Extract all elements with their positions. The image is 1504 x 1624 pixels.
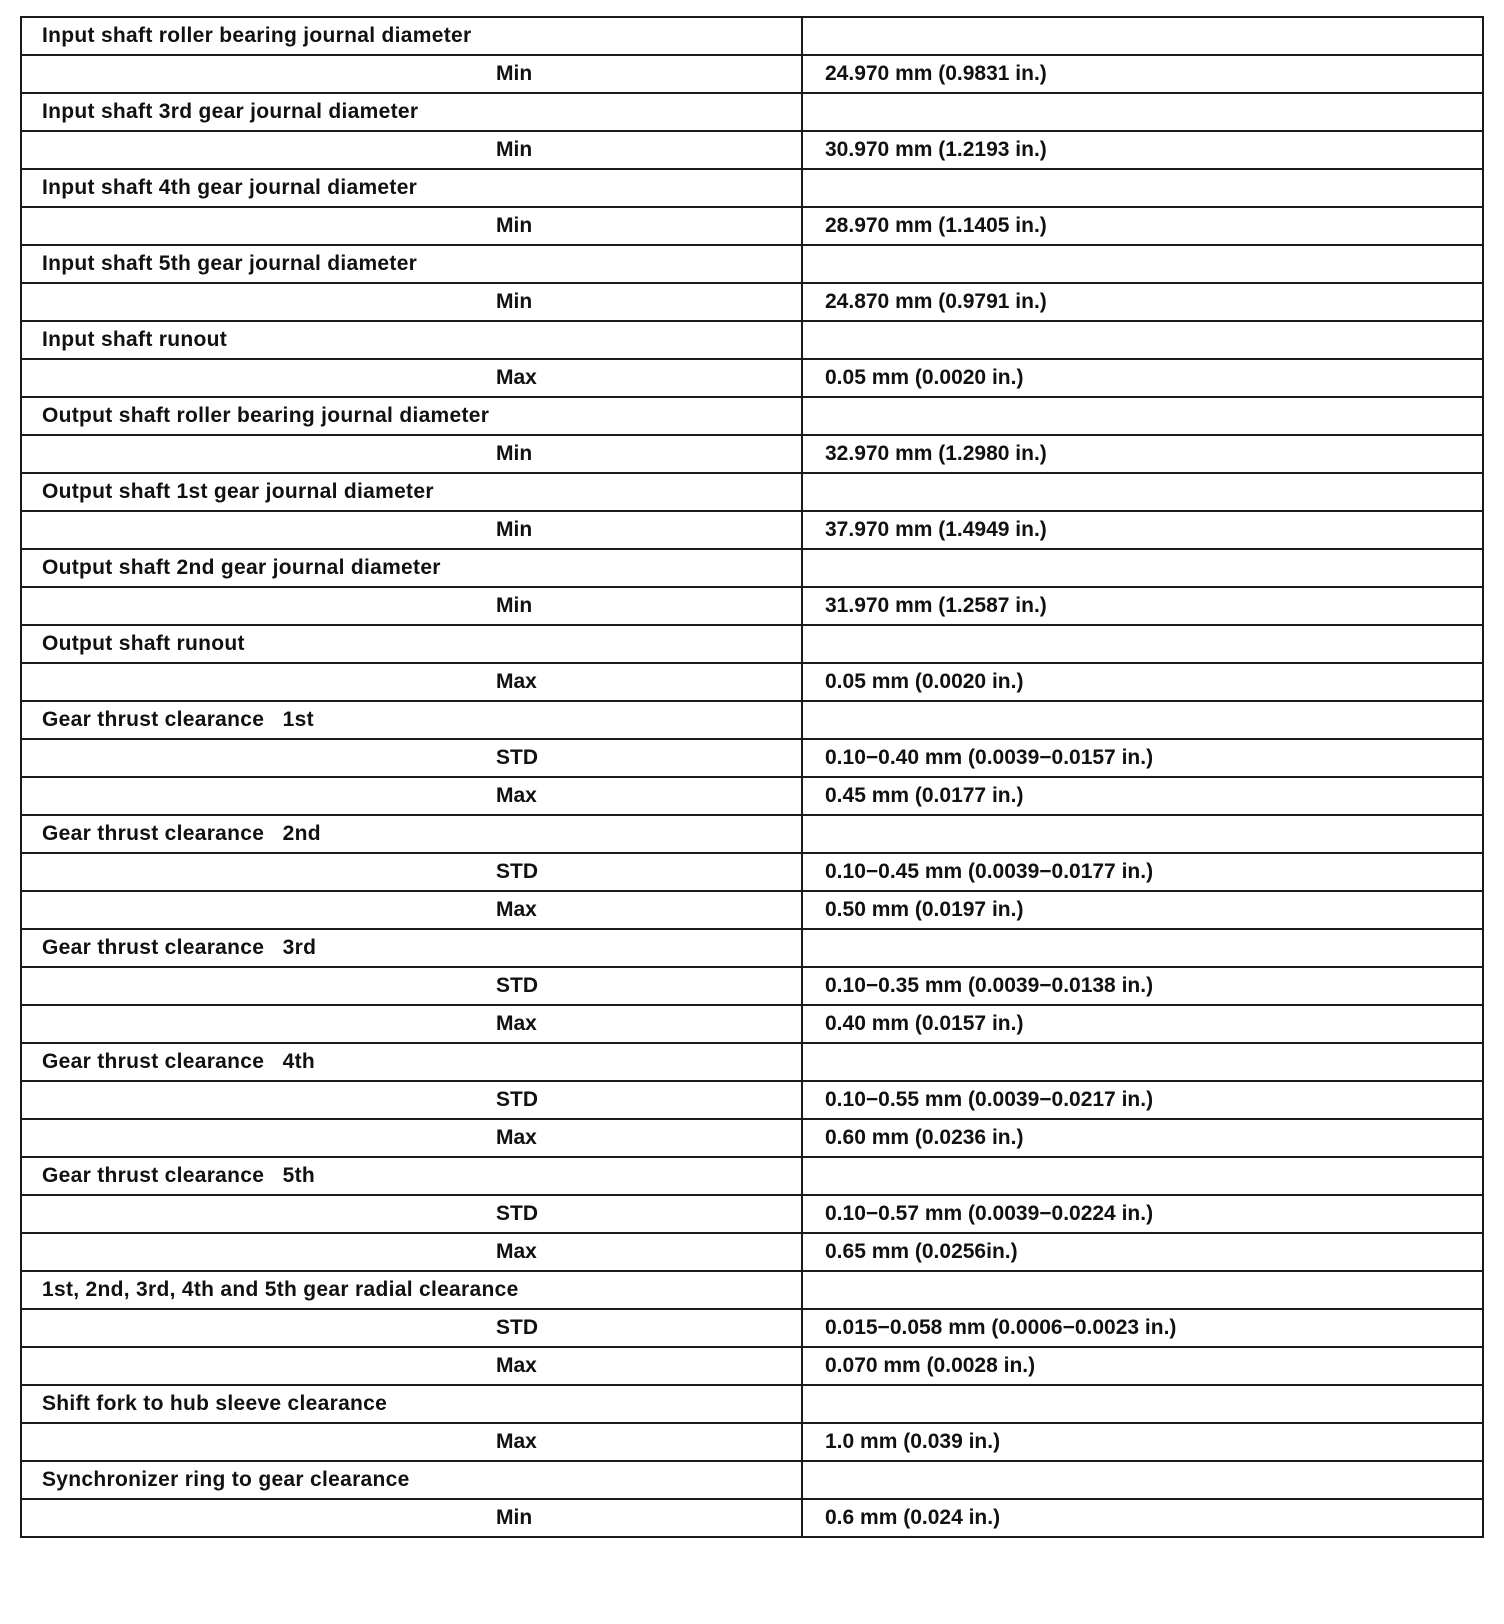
spec-item-row <box>21 397 1483 435</box>
spec-value-row <box>21 967 1483 1005</box>
spec-item-name: Input shaft runout <box>21 321 802 359</box>
spec-item-name: Gear thrust clearance 1st <box>21 701 802 739</box>
spec-item-name: Output shaft runout <box>21 625 802 663</box>
spec-limit-value: 31.970 mm (1.2587 in.) <box>802 587 1483 625</box>
spec-item-empty-cell <box>802 397 1483 435</box>
spec-item-name: Gear thrust clearance 2nd <box>21 815 802 853</box>
spec-value-row <box>21 511 1483 549</box>
spec-item-row <box>21 815 1483 853</box>
spec-table <box>20 16 1484 1538</box>
spec-item-empty-cell <box>802 929 1483 967</box>
spec-limit-value: 0.6 mm (0.024 in.) <box>802 1499 1483 1537</box>
spec-limit-label: STD <box>21 1309 802 1347</box>
spec-item-name: Output shaft 1st gear journal diameter <box>21 473 802 511</box>
spec-table-body <box>21 17 1483 1537</box>
spec-item-row <box>21 1157 1483 1195</box>
spec-limit-value: 0.10−0.35 mm (0.0039−0.0138 in.) <box>802 967 1483 1005</box>
spec-limit-label: Min <box>21 131 802 169</box>
spec-limit-label: Max <box>21 1347 802 1385</box>
spec-item-row <box>21 169 1483 207</box>
spec-limit-label: Max <box>21 1119 802 1157</box>
spec-item-name: Output shaft roller bearing journal diameter <box>21 397 802 435</box>
spec-item-name: Input shaft 5th gear journal diameter <box>21 245 802 283</box>
spec-item-empty-cell <box>802 245 1483 283</box>
spec-item-name: Gear thrust clearance 5th <box>21 1157 802 1195</box>
spec-limit-value: 24.970 mm (0.9831 in.) <box>802 55 1483 93</box>
spec-value-row <box>21 587 1483 625</box>
spec-item-row <box>21 1271 1483 1309</box>
spec-item-row <box>21 929 1483 967</box>
spec-limit-label: Min <box>21 283 802 321</box>
spec-value-row <box>21 435 1483 473</box>
spec-limit-label: Min <box>21 435 802 473</box>
spec-limit-value: 30.970 mm (1.2193 in.) <box>802 131 1483 169</box>
spec-limit-value: 0.40 mm (0.0157 in.) <box>802 1005 1483 1043</box>
spec-value-row <box>21 891 1483 929</box>
spec-value-row <box>21 1005 1483 1043</box>
spec-limit-value: 0.05 mm (0.0020 in.) <box>802 359 1483 397</box>
spec-limit-value: 0.50 mm (0.0197 in.) <box>802 891 1483 929</box>
spec-value-row <box>21 1423 1483 1461</box>
spec-item-row <box>21 1461 1483 1499</box>
spec-item-name: Input shaft 3rd gear journal diameter <box>21 93 802 131</box>
spec-limit-label: Min <box>21 1499 802 1537</box>
spec-value-row <box>21 1195 1483 1233</box>
spec-item-empty-cell <box>802 815 1483 853</box>
spec-limit-label: Max <box>21 1005 802 1043</box>
spec-limit-value: 0.45 mm (0.0177 in.) <box>802 777 1483 815</box>
spec-limit-value: 0.60 mm (0.0236 in.) <box>802 1119 1483 1157</box>
spec-limit-label: Max <box>21 1233 802 1271</box>
spec-item-row <box>21 701 1483 739</box>
spec-limit-label: Max <box>21 891 802 929</box>
spec-item-row <box>21 321 1483 359</box>
spec-limit-value: 0.070 mm (0.0028 in.) <box>802 1347 1483 1385</box>
spec-item-name: Gear thrust clearance 3rd <box>21 929 802 967</box>
spec-limit-value: 24.870 mm (0.9791 in.) <box>802 283 1483 321</box>
spec-value-row <box>21 283 1483 321</box>
spec-item-empty-cell <box>802 625 1483 663</box>
spec-item-row <box>21 625 1483 663</box>
spec-limit-label: Min <box>21 587 802 625</box>
spec-limit-value: 0.05 mm (0.0020 in.) <box>802 663 1483 701</box>
spec-item-row <box>21 473 1483 511</box>
spec-item-empty-cell <box>802 1271 1483 1309</box>
spec-item-row <box>21 17 1483 55</box>
spec-limit-label: Min <box>21 55 802 93</box>
spec-item-row <box>21 549 1483 587</box>
spec-value-row <box>21 739 1483 777</box>
spec-item-name: Input shaft 4th gear journal diameter <box>21 169 802 207</box>
spec-value-row <box>21 777 1483 815</box>
spec-item-empty-cell <box>802 93 1483 131</box>
spec-item-row <box>21 93 1483 131</box>
spec-item-name: Gear thrust clearance 4th <box>21 1043 802 1081</box>
spec-limit-value: 0.65 mm (0.0256in.) <box>802 1233 1483 1271</box>
spec-item-row <box>21 1043 1483 1081</box>
spec-value-row <box>21 359 1483 397</box>
spec-limit-label: Max <box>21 663 802 701</box>
spec-limit-label: Max <box>21 777 802 815</box>
spec-value-row <box>21 55 1483 93</box>
spec-value-row <box>21 853 1483 891</box>
spec-limit-label: Min <box>21 207 802 245</box>
spec-item-name: Shift fork to hub sleeve clearance <box>21 1385 802 1423</box>
spec-limit-value: 0.10−0.40 mm (0.0039−0.0157 in.) <box>802 739 1483 777</box>
spec-limit-label: Max <box>21 1423 802 1461</box>
spec-limit-value: 32.970 mm (1.2980 in.) <box>802 435 1483 473</box>
spec-item-name: Input shaft roller bearing journal diameter <box>21 17 802 55</box>
spec-limit-label: STD <box>21 853 802 891</box>
spec-limit-value: 37.970 mm (1.4949 in.) <box>802 511 1483 549</box>
spec-limit-value: 0.10−0.45 mm (0.0039−0.0177 in.) <box>802 853 1483 891</box>
spec-limit-label: STD <box>21 967 802 1005</box>
spec-value-row <box>21 131 1483 169</box>
spec-limit-label: Max <box>21 359 802 397</box>
spec-item-empty-cell <box>802 549 1483 587</box>
spec-limit-value: 0.10−0.55 mm (0.0039−0.0217 in.) <box>802 1081 1483 1119</box>
spec-item-empty-cell <box>802 473 1483 511</box>
spec-limit-value: 0.10−0.57 mm (0.0039−0.0224 in.) <box>802 1195 1483 1233</box>
spec-item-name: 1st, 2nd, 3rd, 4th and 5th gear radial clearance <box>21 1271 802 1309</box>
spec-item-row <box>21 1385 1483 1423</box>
spec-value-row <box>21 1081 1483 1119</box>
spec-value-row <box>21 1499 1483 1537</box>
spec-value-row <box>21 1119 1483 1157</box>
spec-limit-label: Min <box>21 511 802 549</box>
spec-limit-label: STD <box>21 739 802 777</box>
spec-item-empty-cell <box>802 701 1483 739</box>
spec-value-row <box>21 207 1483 245</box>
spec-item-empty-cell <box>802 1385 1483 1423</box>
spec-item-empty-cell <box>802 321 1483 359</box>
spec-value-row <box>21 1309 1483 1347</box>
spec-value-row <box>21 663 1483 701</box>
spec-item-empty-cell <box>802 17 1483 55</box>
spec-limit-value: 0.015−0.058 mm (0.0006−0.0023 in.) <box>802 1309 1483 1347</box>
spec-item-row <box>21 245 1483 283</box>
spec-item-empty-cell <box>802 1461 1483 1499</box>
spec-item-empty-cell <box>802 169 1483 207</box>
spec-value-row <box>21 1347 1483 1385</box>
spec-item-empty-cell <box>802 1043 1483 1081</box>
spec-limit-label: STD <box>21 1195 802 1233</box>
spec-value-row <box>21 1233 1483 1271</box>
spec-limit-value: 1.0 mm (0.039 in.) <box>802 1423 1483 1461</box>
spec-item-name: Synchronizer ring to gear clearance <box>21 1461 802 1499</box>
spec-item-empty-cell <box>802 1157 1483 1195</box>
spec-limit-value: 28.970 mm (1.1405 in.) <box>802 207 1483 245</box>
spec-limit-label: STD <box>21 1081 802 1119</box>
spec-item-name: Output shaft 2nd gear journal diameter <box>21 549 802 587</box>
